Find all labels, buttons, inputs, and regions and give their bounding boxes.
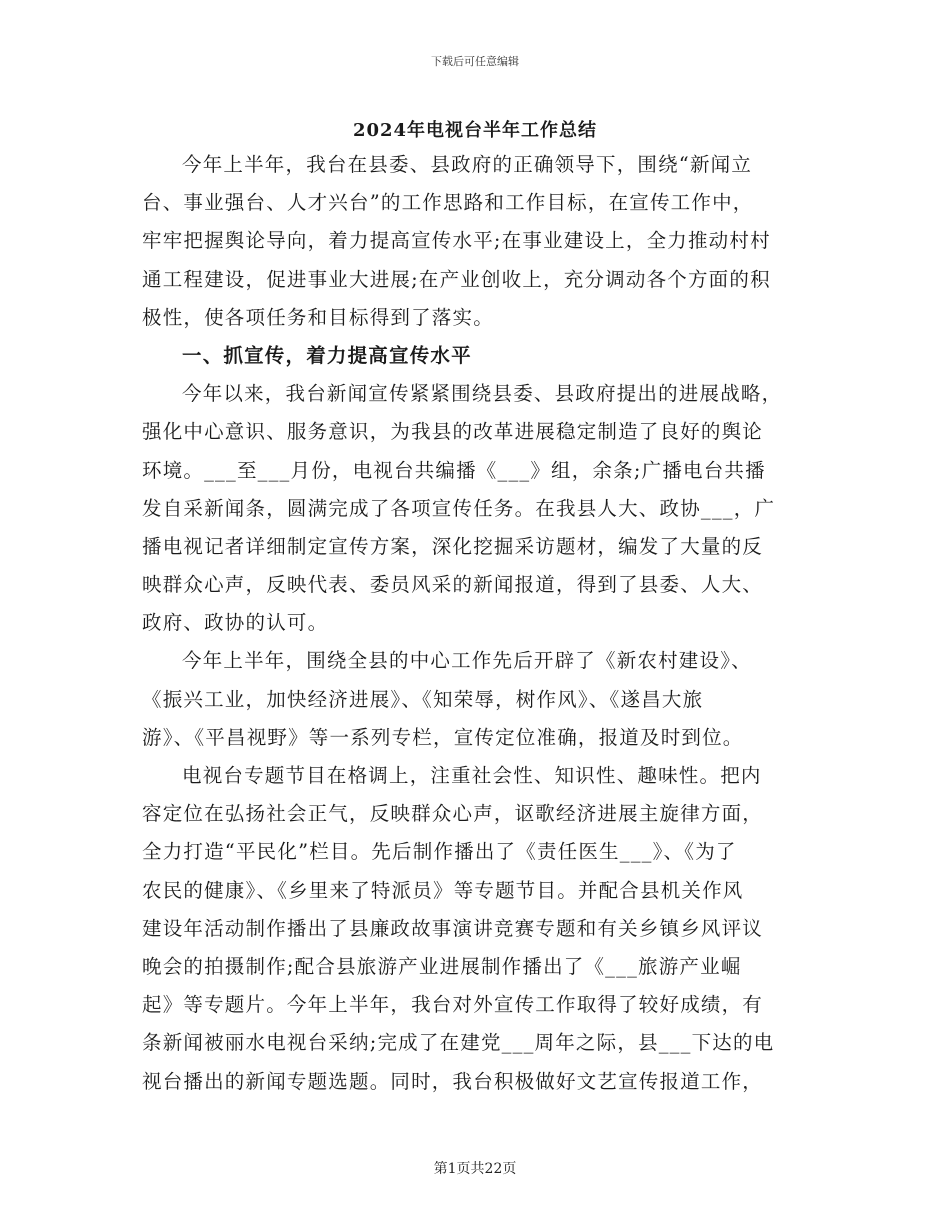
- paragraph-line: 容定位在弘扬社会正气，反映群众心声，讴歌经济进展主旋律方面，: [142, 802, 764, 826]
- paragraph-line: 建设年活动制作播出了县廉政故事演讲竞赛专题和有关乡镇乡风评议: [142, 916, 764, 940]
- paragraph-line: 今年上半年，围绕全县的中心工作先后开辟了《新农村建设》、: [182, 649, 752, 673]
- paragraph-line: 晚会的拍摄制作;配合县旅游产业进展制作播出了《___旅游产业崛: [142, 954, 742, 978]
- paragraph-line: 全力打造“平民化”栏目。先后制作播出了《责任医生___》、《为了: [142, 840, 737, 864]
- page-header: 下载后可任意编辑: [431, 55, 519, 68]
- paragraph-line: 起》等专题片。今年上半年，我台对外宣传工作取得了较好成绩，有: [142, 993, 764, 1017]
- paragraph-line: 条新闻被丽水电视台采纳;完成了在建党___周年之际，县___下达的电: [142, 1031, 775, 1055]
- paragraph-line: 映群众心声，反映代表、委员风采的新闻报道，得到了县委、人大、: [142, 573, 764, 597]
- paragraph-line: 农民的健康》、《乡里来了特派员》等专题节目。并配合县机关作风: [142, 878, 744, 902]
- document-title: 2024年电视台半年工作总结: [352, 120, 598, 141]
- paragraph-line: 播电视记者详细制定宣传方案，深化挖掘采访题材，编发了大量的反: [142, 534, 764, 558]
- paragraph-line: 台、事业强台、人才兴台”的工作思路和工作目标，在宣传工作中，: [142, 191, 754, 215]
- paragraph-line: 发自采新闻条，圆满完成了各项宣传任务。在我县人大、政协___，广: [142, 496, 776, 520]
- paragraph-line: 极性，使各项任务和目标得到了落实。: [142, 305, 494, 329]
- paragraph-line: 环境。___至___月份，电视台共编播《___》组，余条;广播电台共播: [142, 458, 766, 482]
- paragraph-line: 通工程建设，促进事业大进展;在产业创收上，充分调动各个方面的积: [142, 267, 771, 291]
- paragraph-line: 强化中心意识、服务意识，为我县的改革进展稳定制造了良好的舆论: [142, 420, 764, 444]
- paragraph-line: 电视台专题节目在格调上，注重社会性、知识性、趣味性。把内: [182, 764, 762, 787]
- paragraph-line: 游》、《平昌视野》等一系列专栏，宣传定位准确，报道及时到位。: [142, 725, 744, 749]
- section-heading: 一、抓宣传，着力提高宣传水平: [182, 343, 472, 367]
- document-body: [142, 146, 810, 1101]
- paragraph-line: 政府、政协的认可。: [142, 611, 329, 635]
- paragraph-line: 视台播出的新闻专题选题。同时，我台积极做好文艺宣传报道工作，: [142, 1069, 764, 1093]
- paragraph-line: 《振兴工业，加快经济进展》、《知荣辱，树作风》、《遂昌大旅: [142, 687, 704, 711]
- paragraph-line: 今年上半年，我台在县委、县政府的正确领导下，围绕“新闻立: [182, 153, 753, 176]
- paragraph-line: 牢牢把握舆论导向，着力提高宣传水平;在事业建设上，全力推动村村: [142, 229, 771, 253]
- page-footer: 第1页共22页: [433, 1161, 517, 1177]
- paragraph-line: 今年以来，我台新闻宣传紧紧围绕县委、县政府提出的进展战略，: [182, 382, 783, 406]
